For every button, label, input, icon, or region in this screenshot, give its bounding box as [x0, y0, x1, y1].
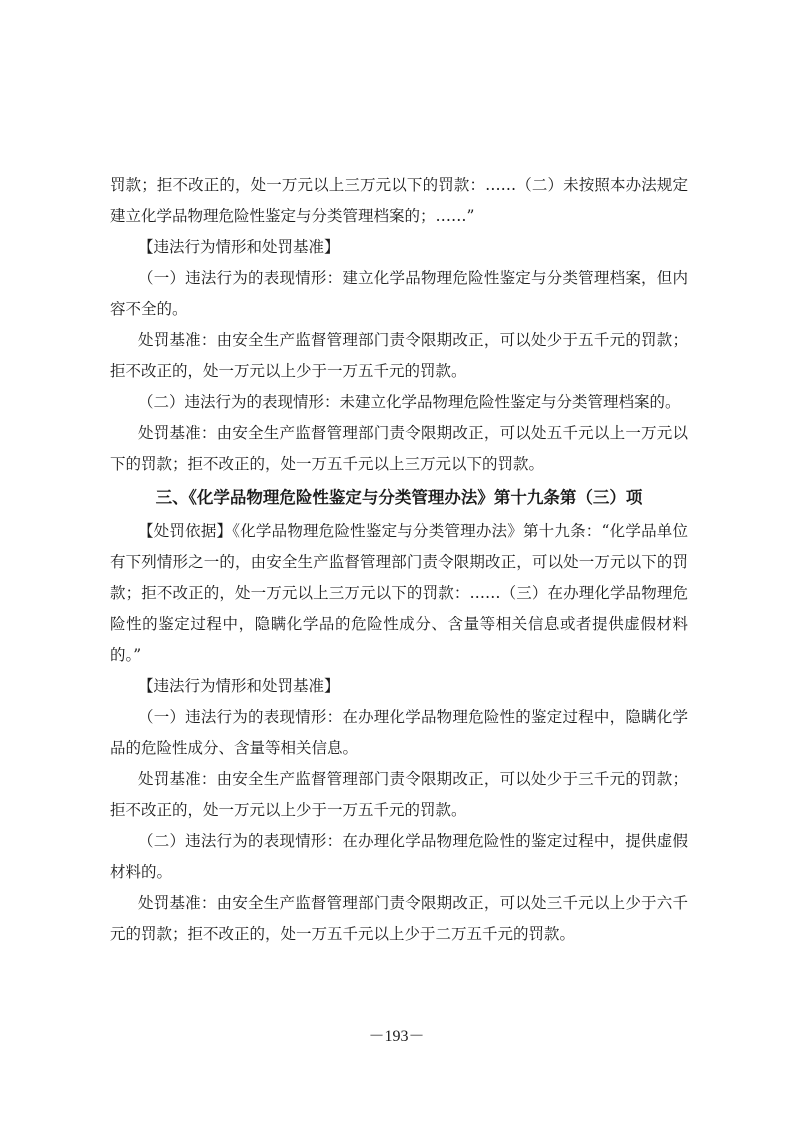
violation-case-2: （二）违法行为的表现情形：未建立化学品物理危险性鉴定与分类管理档案的。	[138, 393, 681, 411]
penalty-standard-1: 处罚基准：由安全生产监督管理部门责令限期改正，可以处少于五千元的罚款；拒不改正的，处一万元以上少于一万五千元的罚款。	[110, 331, 688, 380]
criteria-label-2: 【违法行为情形和处罚基准】	[138, 677, 340, 695]
criteria-label: 【违法行为情形和处罚基准】	[138, 238, 340, 256]
paragraph-continuation: 罚款；拒不改正的，处一万元以上三万元以下的罚款：……（二）未按照本办法规定建立化学品物理危险性鉴定与分类管理档案的；……”	[110, 176, 688, 225]
violation-case-3: （一）违法行为的表现情形：在办理化学品物理危险性的鉴定过程中，隐瞒化学品的危险性成分、含量等相关信息。	[110, 708, 688, 757]
violation-case-1: （一）违法行为的表现情形：建立化学品物理危险性鉴定与分类管理档案，但内容不全的。	[110, 269, 688, 318]
penalty-standard-4: 处罚基准：由安全生产监督管理部门责令限期改正，可以处三千元以上少于六千元的罚款；拒不改正的，处一万五千元以上少于二万五千元的罚款。	[110, 894, 688, 943]
document-body	[110, 170, 688, 950]
penalty-standard-2: 处罚基准：由安全生产监督管理部门责令限期改正，可以处五千元以上一万元以下的罚款；拒不改正的，处一万五千元以上三万元以下的罚款。	[110, 424, 688, 473]
penalty-standard-3: 处罚基准：由安全生产监督管理部门责令限期改正，可以处少于三千元的罚款；拒不改正的，处一万元以上少于一万五千元的罚款。	[110, 770, 688, 819]
violation-case-4: （二）违法行为的表现情形：在办理化学品物理危险性的鉴定过程中，提供虚假材料的。	[110, 832, 688, 881]
section-heading: 三、《化学品物理危险性鉴定与分类管理办法》第十九条第（三）项	[155, 488, 643, 507]
page-number: －193－	[368, 1028, 425, 1045]
penalty-basis: 【处罚依据】《化学品物理危险性鉴定与分类管理办法》第十九条：“化学品单位有下列情形之一的，由安全生产监督管理部门责令限期改正，可以处一万元以下的罚款；拒不改正的，处一万元以上三万元以下的罚款：……（三）在办理化学品物理危险性的鉴定过程中，隐瞒化学品的危险性成分、含量等相关信息或者提供虚假材料的。”	[110, 522, 688, 664]
